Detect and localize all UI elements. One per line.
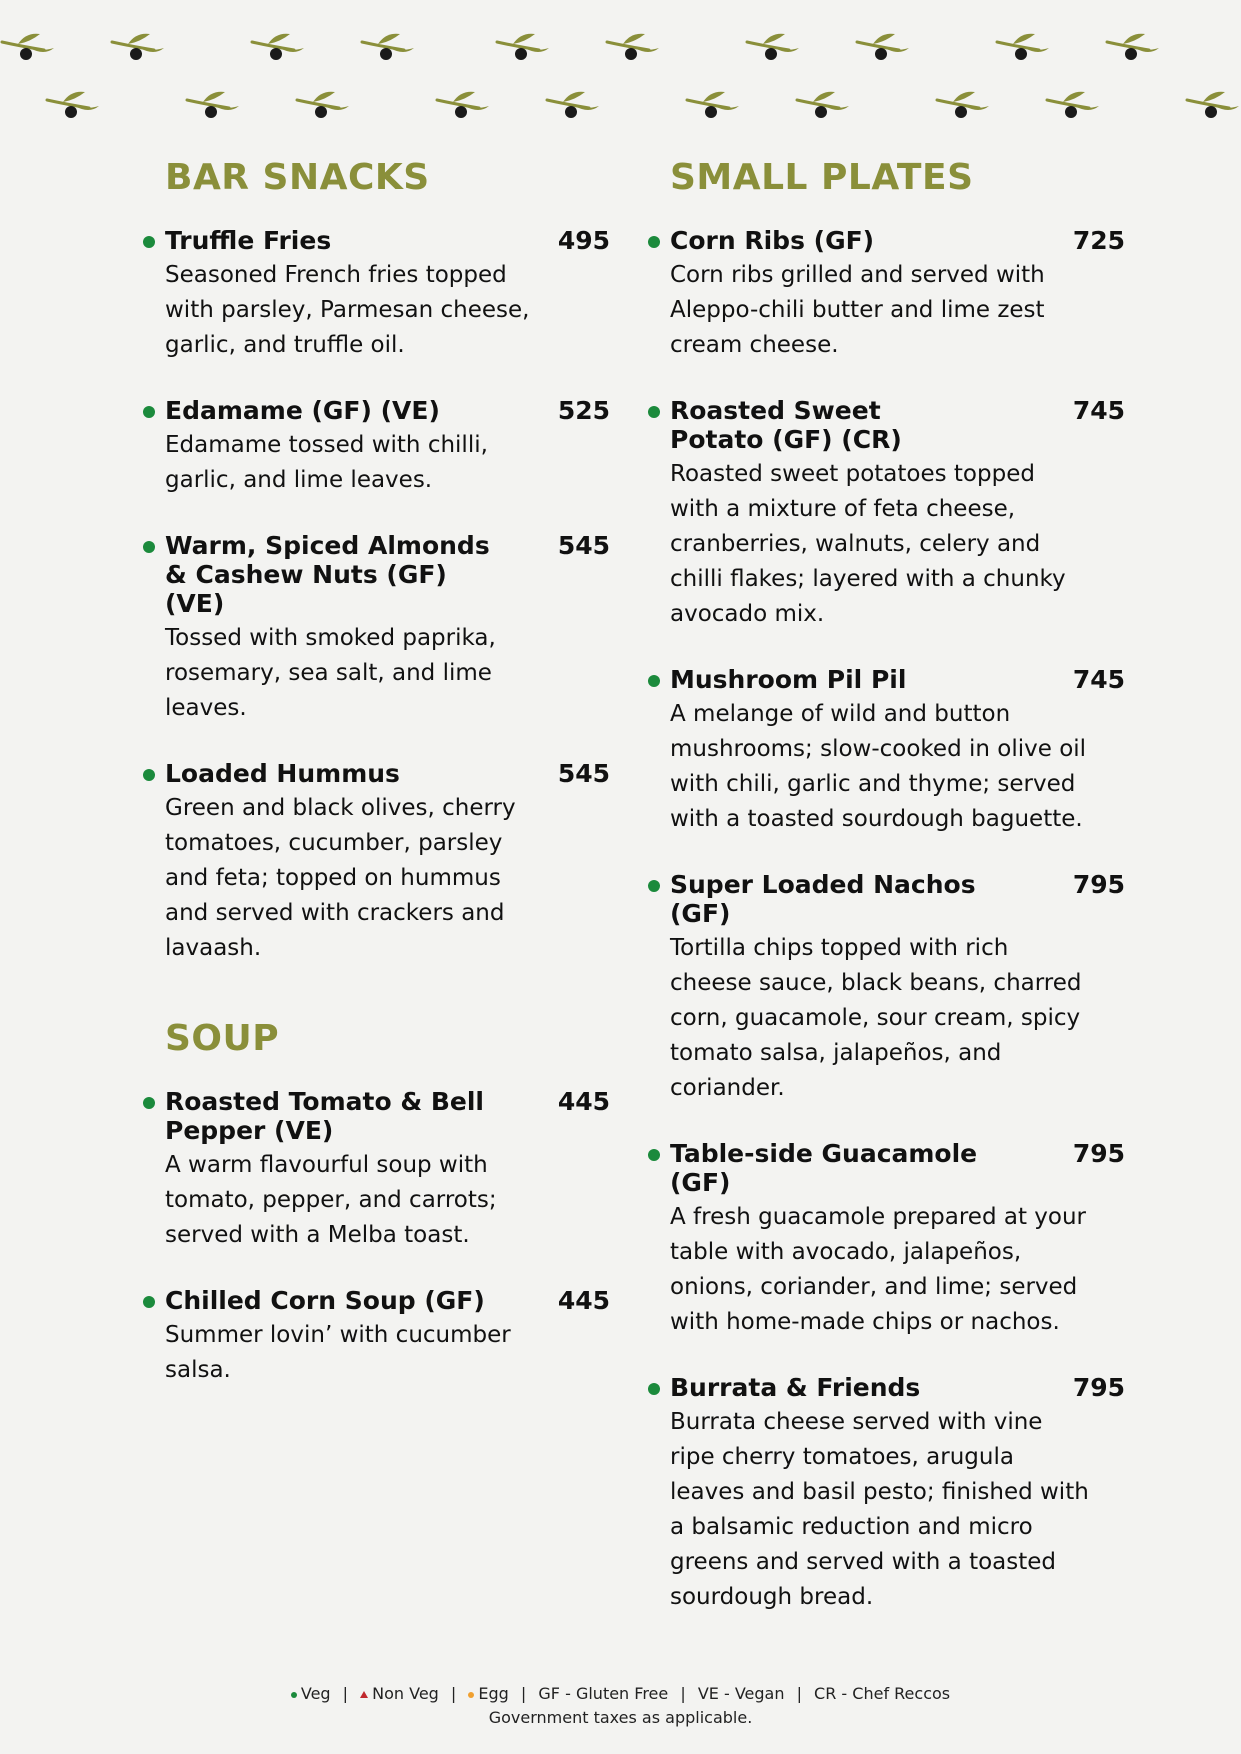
veg-icon [143,1296,155,1308]
veg-icon [143,1097,155,1109]
item-name: Mushroom Pil Pil [670,665,907,694]
legend-separator: | [680,1684,686,1703]
item-price: 795 [1072,1139,1125,1168]
olive-branch-icon [855,30,911,62]
item-price: 795 [1072,870,1125,899]
olive-branch-icon [495,30,551,62]
legend-ve: VE - Vegan [697,1684,785,1703]
veg-legend-icon [291,1692,297,1698]
soup-heading: SOUP [165,1018,280,1059]
item-description: A fresh guacamole prepared at your table with avocado, jalapeños, onions, coriander, and lime; served with home-made chips or nachos. [670,1204,1086,1335]
dietary-legend [0,1682,1241,1706]
item-name: Loaded Hummus [165,759,400,788]
menu-item [645,870,1125,1106]
item-description: A melange of wild and button mushrooms; slow-cooked in olive oil with chili, garlic and thyme; served with a toasted sourdough baguette. [670,701,1087,832]
item-description: A warm flavourful soup with tomato, pepper, and carrots; served with a Melba toast. [165,1152,497,1248]
olive-branch-border [0,0,1241,140]
veg-icon [648,675,660,687]
taxes-note: Government taxes as applicable. [488,1708,753,1727]
item-price: 445 [557,1286,610,1315]
small-plates-heading: SMALL PLATES [670,157,974,198]
item-description: Burrata cheese served with vine ripe cherry tomatoes, arugula leaves and basil pesto; finished with a balsamic reduction and micro greens and served with a toasted sourdough bread. [670,1409,1089,1610]
menu-item [140,531,610,726]
item-price: 545 [557,759,610,788]
item-price: 725 [1072,226,1125,255]
olive-branch-icon [295,88,351,120]
legend-non-veg: Non Veg [372,1684,439,1703]
menu-item [645,665,1125,837]
olive-branch-icon [250,30,306,62]
olive-branch-icon [685,88,741,120]
veg-icon [648,236,660,248]
item-name: Warm, Spiced Almonds & Cashew Nuts (GF) (VE) [165,531,490,618]
item-price: 525 [557,396,610,425]
menu-item [645,226,1125,363]
veg-icon [143,541,155,553]
veg-icon [143,236,155,248]
olive-branch-icon [995,30,1051,62]
legend-gf: GF - Gluten Free [538,1684,669,1703]
legend-cr: CR - Chef Reccos [814,1684,951,1703]
item-description: Summer lovin’ with cucumber salsa. [165,1322,511,1383]
non-veg-legend-icon [360,1691,368,1698]
item-name: Roasted Sweet Potato (GF) (CR) [670,396,902,454]
veg-icon [143,769,155,781]
olive-branch-icon [45,88,101,120]
egg-legend-icon [468,1692,474,1698]
item-description: Tortilla chips topped with rich cheese sauce, black beans, charred corn, guacamole, sour cream, spicy tomato salsa, jalapeños, and coriander. [670,935,1082,1101]
item-price: 795 [1072,1373,1125,1402]
item-name: Burrata & Friends [670,1373,921,1402]
olive-branch-icon [185,88,241,120]
olive-branch-icon [1105,30,1161,62]
olive-branch-icon [1045,88,1101,120]
item-description: Tossed with smoked paprika, rosemary, sea salt, and lime leaves. [165,625,496,721]
olive-branch-icon [795,88,851,120]
item-price: 745 [1072,665,1125,694]
legend-separator: | [520,1684,527,1703]
menu-item [140,1286,610,1388]
veg-icon [143,406,155,418]
veg-icon [648,1149,660,1161]
olive-branch-icon [605,30,661,62]
item-description: Seasoned French fries topped with parsley, Parmesan cheese, garlic, and truffle oil. [165,262,530,358]
item-price: 445 [557,1087,610,1116]
olive-branch-icon [935,88,991,120]
olive-branch-icon [0,30,56,62]
olive-branch-icon [360,30,416,62]
item-name: Super Loaded Nachos (GF) [670,870,976,928]
bar-snacks-heading: BAR SNACKS [165,157,430,198]
item-description: Roasted sweet potatoes topped with a mixture of feta cheese, cranberries, walnuts, celery and chilli flakes; layered with a chunky avocado mix. [670,461,1066,627]
legend-egg: Egg [478,1684,509,1703]
item-name: Table-side Guacamole (GF) [670,1139,978,1197]
item-name: Roasted Tomato & Bell Pepper (VE) [165,1087,484,1145]
item-description: Green and black olives, cherry tomatoes, cucumber, parsley and feta; topped on hummus and served with crackers and lavaash. [165,795,516,961]
item-description: Corn ribs grilled and served with Aleppo-chili butter and lime zest cream cheese. [670,262,1045,358]
menu-item [645,1373,1125,1615]
item-name: Chilled Corn Soup (GF) [165,1286,485,1315]
olive-branch-icon [435,88,491,120]
olive-branch-icon [745,30,801,62]
item-name: Truffle Fries [165,226,332,255]
veg-icon [648,1383,660,1395]
right-column [645,157,1125,1648]
item-description: Edamame tossed with chilli, garlic, and lime leaves. [165,432,488,493]
menu-item [140,759,610,966]
menu-item [140,1087,610,1253]
left-column [140,157,610,1421]
legend-separator: | [450,1684,457,1703]
item-price: 745 [1072,396,1125,425]
legend-footer [0,1682,1241,1730]
menu-item [645,1139,1125,1340]
menu-item [140,396,610,498]
item-price: 495 [557,226,610,255]
veg-icon [648,406,660,418]
olive-branch-icon [545,88,601,120]
menu-item [140,226,610,363]
menu-item [645,396,1125,632]
veg-icon [648,880,660,892]
legend-separator: | [796,1684,802,1703]
olive-branch-icon [110,30,166,62]
item-name: Corn Ribs (GF) [670,226,875,255]
legend-veg: Veg [300,1684,331,1703]
legend-separator: | [342,1684,349,1703]
olive-branch-icon [1185,88,1241,120]
item-price: 545 [557,531,610,560]
item-name: Edamame (GF) (VE) [165,396,440,425]
